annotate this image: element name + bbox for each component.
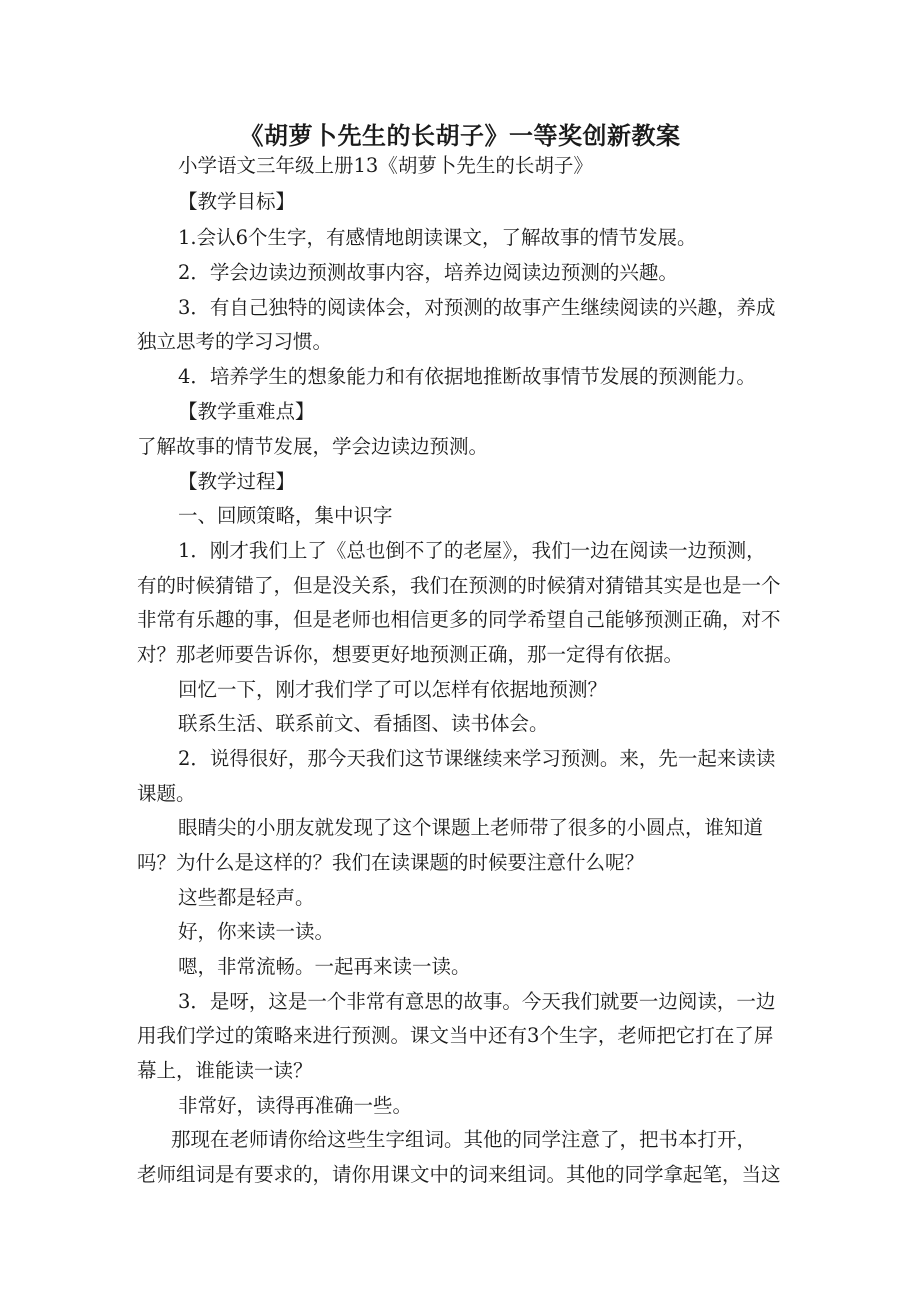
paragraph-line: 非常好，读得再准确一些。 bbox=[178, 1094, 413, 1117]
section-heading-process: 【教学过程】 bbox=[178, 470, 296, 493]
paragraph-line: 联系生活、联系前文、看插图、读书体会。 bbox=[178, 712, 549, 735]
document-title: 《胡萝卜先生的长胡子》一等奖创新教案 bbox=[239, 122, 681, 150]
paragraph-line: 回忆一下，刚才我们学了可以怎样有依据地预测？ bbox=[178, 678, 608, 701]
paragraph-line: 吗？为什么是这样的？我们在读课题的时候要注意什么呢？ bbox=[137, 851, 645, 874]
paragraph-line: 独立思考的学习习惯。 bbox=[137, 330, 333, 353]
paragraph-line: 有的时候猜错了，但是没关系，我们在预测的时候猜对猜错其实是也是一个 bbox=[137, 574, 781, 597]
paragraph-line: 课题。 bbox=[137, 782, 196, 805]
paragraph-line: 好，你来读一读。 bbox=[178, 920, 335, 943]
paragraph-line: 用我们学过的策略来进行预测。课文当中还有3个生字，老师把它打在了屏 bbox=[137, 1024, 774, 1047]
paragraph-line: 1.会认6个生字，有感情地朗读课文，了解故事的情节发展。 bbox=[178, 226, 697, 249]
paragraph-line: 一、回顾策略，集中识字 bbox=[178, 504, 393, 527]
paragraph-line: 眼睛尖的小朋友就发现了这个课题上老师带了很多的小圆点，谁知道 bbox=[178, 816, 764, 839]
subtitle-line: 小学语文三年级上册13《胡萝卜先生的长胡子》 bbox=[178, 154, 593, 177]
paragraph-line: 幕上，谁能读一读？ bbox=[137, 1059, 313, 1082]
paragraph-line: 1．刚才我们上了《总也倒不了的老屋》，我们一边在阅读一边预测， bbox=[178, 539, 766, 562]
section-heading-key-points: 【教学重难点】 bbox=[178, 400, 315, 423]
paragraph-line: 3．有自己独特的阅读体会，对预测的故事产生继续阅读的兴趣，养成 bbox=[178, 296, 776, 319]
paragraph-line: 2．学会边读边预测故事内容，培养边阅读边预测的兴趣。 bbox=[178, 261, 678, 284]
paragraph-line: 老师组词是有要求的，请你用课文中的词来组词。其他的同学拿起笔，当这 bbox=[137, 1163, 781, 1186]
paragraph-line: 对？那老师要告诉你，想要更好地预测正确，那一定得有依据。 bbox=[137, 643, 684, 666]
paragraph-line: 3．是呀，这是一个非常有意思的故事。今天我们就要一边阅读，一边 bbox=[178, 990, 776, 1013]
paragraph-line: 了解故事的情节发展，学会边读边预测。 bbox=[137, 435, 489, 458]
paragraph-line: 嗯，非常流畅。一起再来读一读。 bbox=[178, 955, 471, 978]
section-heading-objectives: 【教学目标】 bbox=[178, 190, 296, 213]
paragraph-line: 那现在老师请你给这些生字组词。其他的同学注意了，把书本打开， bbox=[171, 1128, 757, 1151]
paragraph-line: 这些都是轻声。 bbox=[178, 886, 315, 909]
paragraph-line: 非常有乐趣的事，但是老师也相信更多的同学希望自己能够预测正确，对不 bbox=[137, 608, 781, 631]
paragraph-line: 4．培养学生的想象能力和有依据地推断故事情节发展的预测能力。 bbox=[178, 365, 756, 388]
paragraph-line: 2．说得很好，那今天我们这节课继续来学习预测。来，先一起来读读 bbox=[178, 747, 776, 770]
